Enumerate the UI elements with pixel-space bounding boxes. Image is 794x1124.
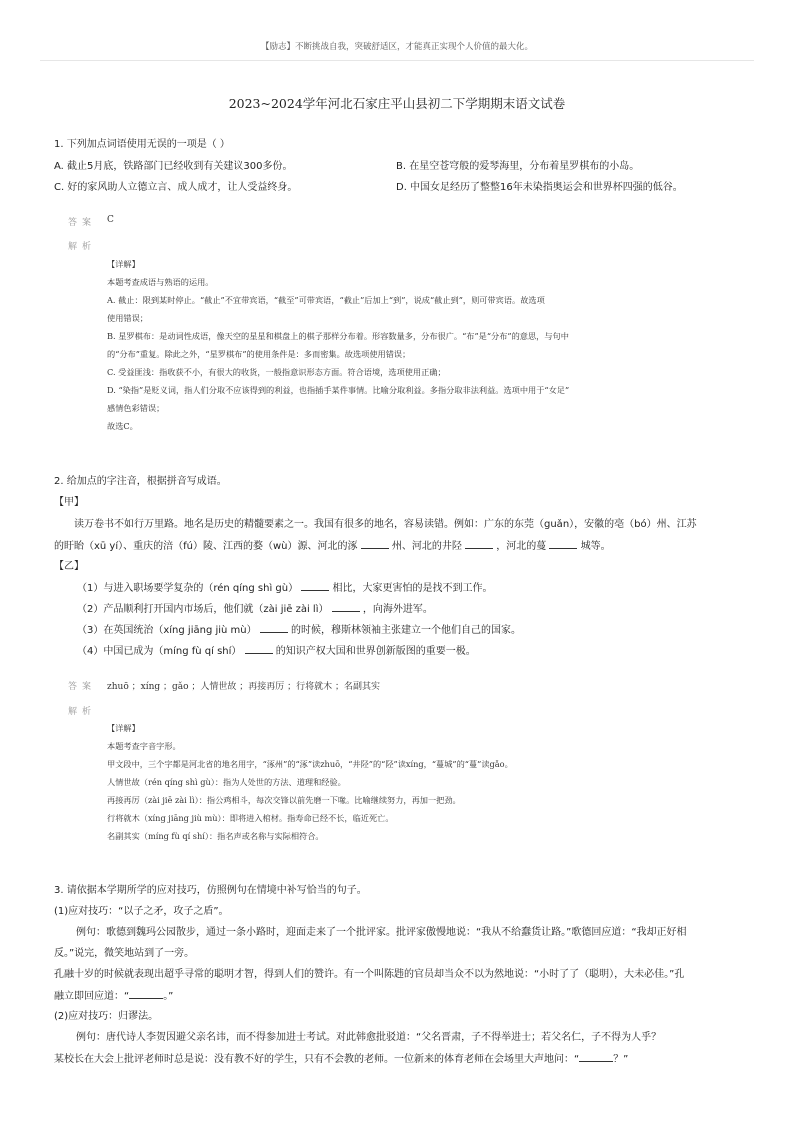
q2-analysis-line: 甲文段中，三个字都是河北省的地名用字，“涿州”的“涿”读zhuō，“井陉”的“陉”读xíng，“蔓城”的“蔓”读gǎo。 (107, 759, 513, 769)
q2-stem: 2. 给加点的字注音，根据拼音写成语。 (54, 476, 227, 487)
q2-answer-label: 答案 (68, 682, 97, 692)
q1-analysis-line: 的“分布”重复。除此之外，“星罗棋布”的使用条件是：多而密集。故选项使用错误； (107, 349, 411, 359)
q2-item-text: （1）与进入职场要学复杂的（rén qíng shì gù） (77, 583, 299, 594)
q2-item-text: 相比，大家更害怕的是找不到工作。 (332, 583, 493, 594)
q2-analysis-line: 本题考查字音字形。 (107, 741, 181, 751)
q1-analysis-line: C. 受益匪浅：指收获不小，有很大的收货，一般指意识形态方面。符合语境，选项使用正确； (107, 367, 446, 377)
q2-item-1 (77, 581, 492, 596)
q3-technique-1: (1)应对技巧：“以子之矛，攻子之盾”。 (54, 906, 229, 917)
q1-analysis-line: 本题考查成语与熟语的运用。 (107, 277, 214, 287)
q1-option-a: A. 截止5月底，铁路部门已经收到有关建议300多份。 (54, 161, 293, 172)
q3-example-2-line1: 例句：唐代诗人李贺因避父亲名讳，而不得参加进士考试。对此韩愈批驳道：“父名晋肃，子不得举进士；若父名仁，子不得为人乎？ (76, 1032, 662, 1043)
q1-analysis-label: 解析 (68, 242, 97, 252)
q1-answer-label: 答案 (68, 218, 97, 228)
q3-context-1-line1: 孔融十岁的时候就表现出超乎寻常的聪明才智，得到人们的赞许。有一个叫陈韪的官员却当众不以为然地说：“小时了了（聪明），大未必佳。”孔 (54, 969, 685, 980)
q2-analysis-line: 人情世故（rén qíng shì gù）：指为人处世的方法、道理和经验。 (107, 777, 346, 787)
q3-context-text: ？” (613, 1054, 629, 1065)
q2-analysis-line: 再接再厉（zài jiē zài lì）：指公鸡相斗，每次交锋以前先磨一下喙。比喻继续努力，再加一把劲。 (107, 795, 461, 805)
q2-item-text: （2）产品顺利打开国内市场后，他们就（zài jiē zài lì） (77, 604, 329, 615)
q1-analysis-line: A. 截止：限到某时停止。“截止”不宜带宾语，“截至”可带宾语，“截止”后加上“到”，说成“截止到”，则可带宾语。故选项 (107, 295, 545, 305)
q1-option-d: D. 中国女足经历了整整16年未染指奥运会和世界杯四强的低谷。 (396, 182, 683, 193)
q2-analysis-label: 解析 (68, 707, 97, 717)
q3-context-text: 某校长在大会上批评老师时总是说：没有教不好的学生，只有不会教的老师。一位新来的体育老师在会场里大声地问：“ (54, 1054, 580, 1065)
q1-analysis-line: 故选C。 (107, 421, 138, 431)
q2-item-text: 的时候，穆斯林领袖主张建立一个他们自己的国家。 (291, 625, 521, 636)
q2-item-4 (77, 644, 476, 659)
q1-analysis-line: 【详解】 (107, 259, 140, 269)
q1-analysis-line: D. “染指”是贬义词，指人们分取不应该得到的利益，也指插手某件事情。比喻分取利益。多指分取非法利益。选项中用于“女足” (107, 385, 570, 395)
q2-item2-blank[interactable] (332, 602, 360, 612)
q2-part-a-line1: 读万卷书不如行万里路。地名是历史的精髓要素之一。我国有很多的地名，容易读错。例如：广东的东莞（guǎn），安徽的亳（bó）州、江苏 (74, 519, 697, 530)
q2-item4-blank[interactable] (245, 644, 273, 654)
q3-context-text: 。” (163, 991, 174, 1002)
q2-blank-3[interactable] (549, 539, 577, 549)
q2-part-a-text: 的盱眙（xū yí）、重庆的涪（fú）陵、江西的婺（wù）源、河北的涿 (54, 541, 358, 552)
q2-part-a-label: 【甲】 (54, 497, 84, 508)
q1-option-c: C. 好的家风助人立德立言、成人成才，让人受益终身。 (54, 182, 298, 193)
q1-analysis-line: 使用错误； (107, 313, 148, 323)
q2-item1-blank[interactable] (301, 581, 329, 591)
q3-context-1-line2 (54, 989, 173, 1004)
q1-stem: 1. 下列加点词语使用无误的一项是（ ） (54, 139, 230, 150)
q1-option-b: B. 在星空苍穹般的爱琴海里，分布着星罗棋布的小岛。 (396, 161, 640, 172)
q2-answer: zhuō ；xíng ；gǎo ；人情世故 ；再接再厉 ；行将就木 ；名副其实 (107, 682, 380, 692)
q3-stem: 3. 请依据本学期所学的应对技巧，仿照例句在情境中补写恰当的句子。 (54, 885, 367, 896)
header-divider (40, 60, 754, 61)
q3-example-1-line1: 例句：歌德到魏玛公园散步，通过一条小路时，迎面走来了一个批评家。批评家傲慢地说：“我从不给蠢货让路。”歌德回应道：“我却正好相 (76, 927, 687, 938)
q2-item3-blank[interactable] (260, 623, 288, 633)
q2-part-a-text: ，河北的蔓 (496, 541, 547, 552)
q1-analysis-line: B. 星罗棋布：是动词性成语，像天空的星星和棋盘上的棋子那样分布着。形容数量多，分布很广。“布”是“分布”的意思，与句中 (107, 331, 569, 341)
q2-item-2 (77, 602, 433, 617)
q3-blank-1[interactable] (129, 989, 163, 999)
q2-part-a-line2 (54, 539, 611, 554)
q1-answer: C (107, 215, 114, 225)
q2-blank-2[interactable] (465, 539, 493, 549)
q2-item-3 (77, 623, 521, 638)
q3-context-text: 融立即回应道：“ (54, 991, 130, 1002)
q2-part-b-label: 【乙】 (54, 561, 84, 572)
q3-blank-2[interactable] (579, 1052, 613, 1062)
q3-example-1-line2: 反。”说完，微笑地站到了一旁。 (54, 948, 195, 959)
q2-analysis-line: 行将就木（xíng jiāng jiù mù）：即将进入棺材。指寿命已经不长，临近死亡。 (107, 813, 394, 823)
q3-technique-2: (2)应对技巧：归谬法。 (54, 1011, 159, 1022)
q2-analysis-line: 【详解】 (107, 723, 140, 733)
q2-item-text: 的知识产权大国和世界创新版图的重要一极。 (275, 646, 476, 657)
q2-part-a-text: 城等。 (580, 541, 611, 552)
q2-item-text: （4）中国已成为（míng fù qí shí） (77, 646, 242, 657)
q2-part-a-text: 州、河北的井陉 (391, 541, 462, 552)
q2-blank-1[interactable] (361, 539, 389, 549)
q2-item-text: （3）在英国统治（xíng jiāng jiù mù） (77, 625, 257, 636)
header-motto: 【励志】不断挑战自我，突破舒适区，才能真正实现个人价值的最大化。 (260, 42, 533, 52)
q1-analysis-line: 感情色彩错误； (107, 403, 165, 413)
q3-context-2-line1 (54, 1052, 628, 1067)
q2-item-text: ，向海外进军。 (362, 604, 433, 615)
exam-title: 2023~2024学年河北石家庄平山县初二下学期期末语文试卷 (228, 96, 566, 111)
q2-analysis-line: 名副其实（míng fù qí shí）：指名声或名称与实际相符合。 (107, 831, 324, 841)
